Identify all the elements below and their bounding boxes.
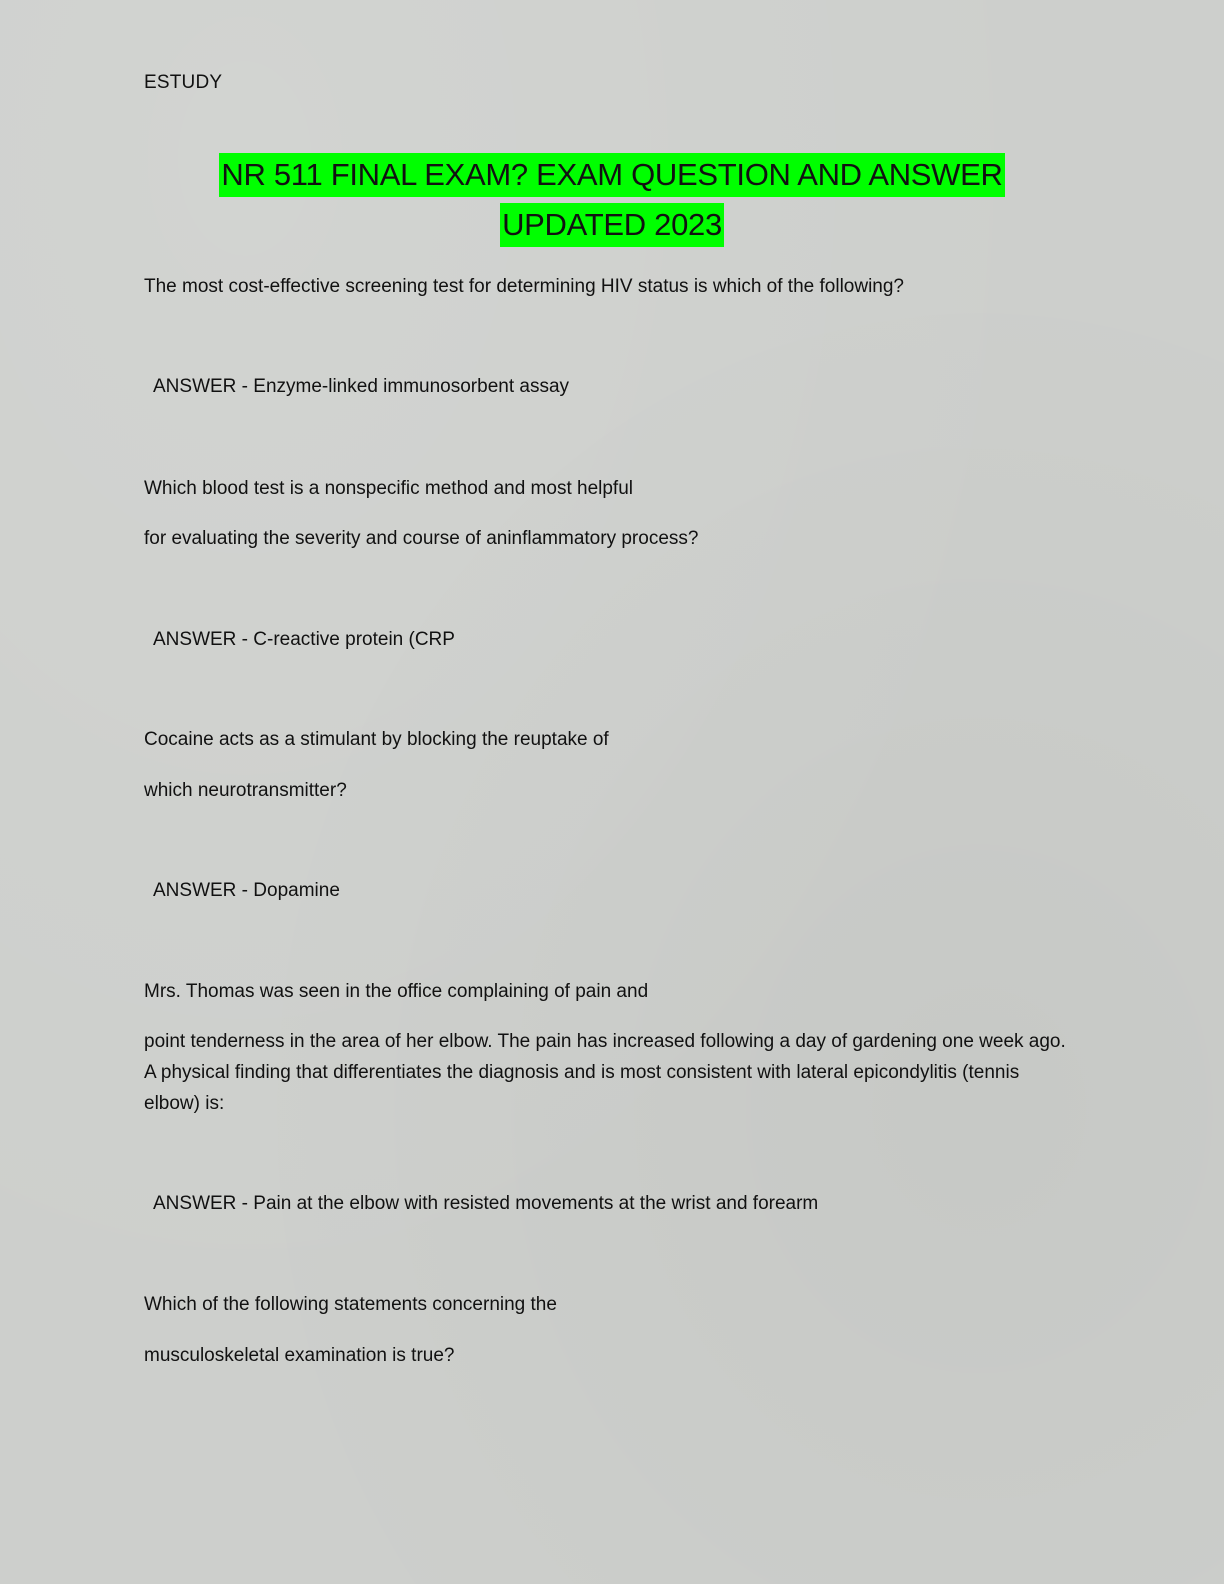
answer-4: ANSWER - Pain at the elbow with resisted movements at the wrist and forearm — [153, 1193, 819, 1214]
question-text: which neurotransmitter? — [144, 780, 347, 801]
question-5-continued — [144, 1340, 1084, 1371]
question-text: Which blood test is a nonspecific method and most helpful — [144, 478, 633, 499]
question-text: musculoskeletal examination is true? — [144, 1345, 455, 1366]
question-2-continued — [144, 523, 1084, 554]
question-3 — [144, 724, 1084, 755]
question-text: Mrs. Thomas was seen in the office complaining of pain and — [144, 981, 649, 1002]
question-text: point tenderness in the area of her elbow. The pain has increased following a day of gardening one week ago. A physical finding that differentiates the diagnosis and is most consistent with lateral epicondylitis (tennis elbow) is: — [144, 1031, 1066, 1114]
question-text: for evaluating the severity and course of aninflammatory process? — [144, 528, 699, 549]
question-text: The most cost-effective screening test for determining HIV status is which of the following? — [144, 276, 904, 297]
question-2 — [144, 473, 1084, 504]
question-4 — [144, 976, 1084, 1007]
question-text: Cocaine acts as a stimulant by blocking the reuptake of — [144, 729, 609, 750]
answer-1: ANSWER - Enzyme-linked immunosorbent assay — [153, 376, 570, 397]
answer-3: ANSWER - Dopamine — [153, 880, 340, 901]
question-3-continued — [144, 775, 1084, 806]
document-header: ESTUDY — [144, 72, 223, 93]
question-1 — [144, 271, 1084, 302]
title-line-1: NR 511 FINAL EXAM? EXAM QUESTION AND ANSWER — [219, 153, 1004, 197]
answer-2: ANSWER - C-reactive protein (CRP — [153, 629, 455, 650]
question-4-continued — [144, 1026, 1080, 1119]
question-text: Which of the following statements concerning the — [144, 1294, 557, 1315]
question-5 — [144, 1289, 1084, 1320]
document-title — [144, 150, 1080, 250]
title-line-2: UPDATED 2023 — [500, 203, 724, 247]
